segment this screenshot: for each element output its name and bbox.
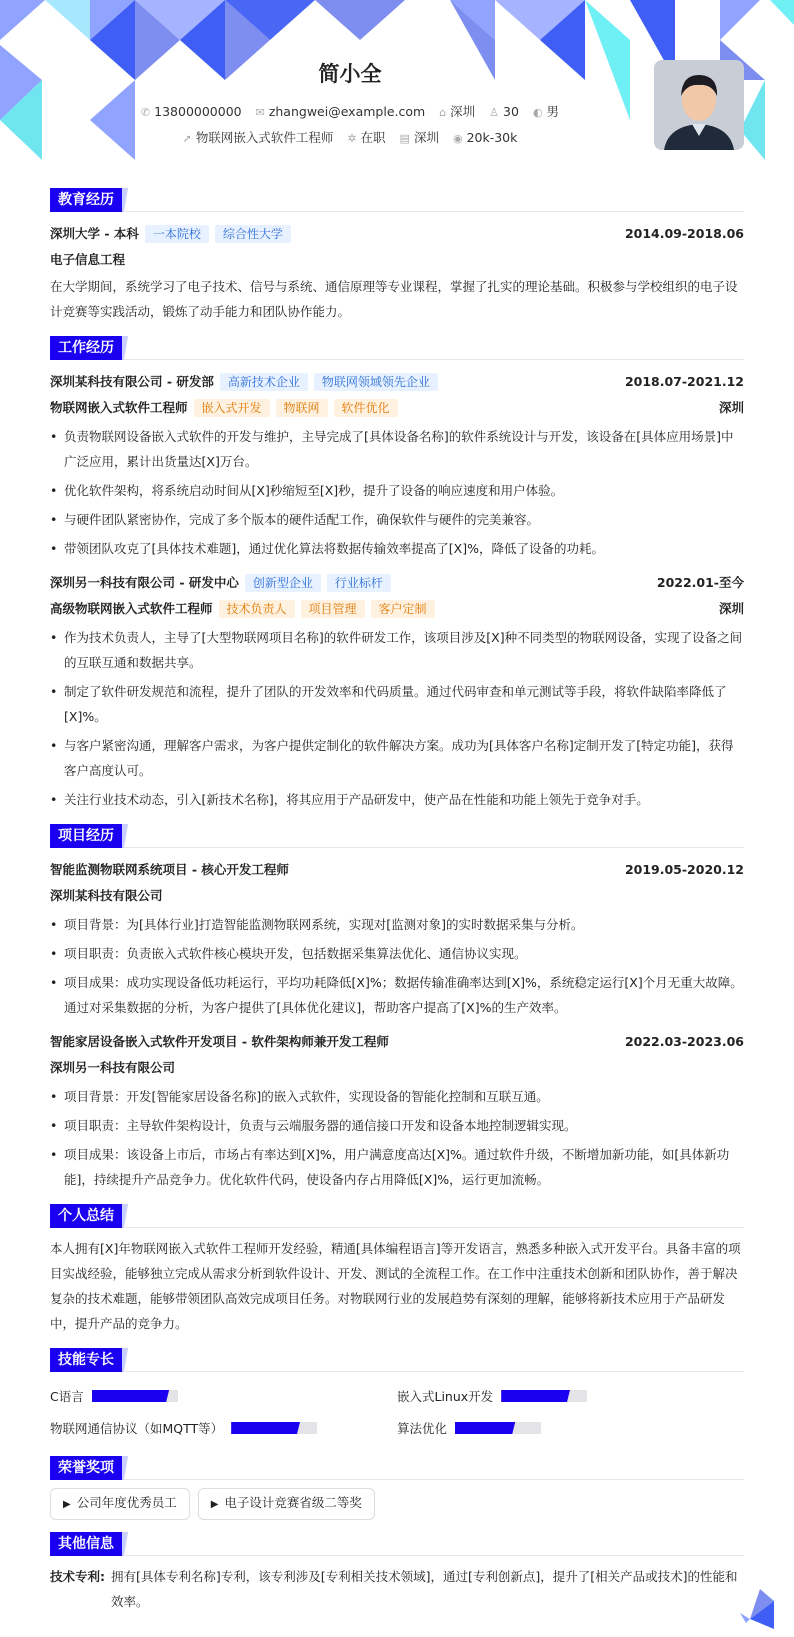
company-group — [50, 570, 391, 595]
project-company-row — [50, 882, 744, 908]
phone: 13800000000 — [154, 104, 242, 119]
list-item: • 负责物联网设备嵌入式软件的开发与维护，主导完成了[具体设备名称]的软件系统设计与开发，该设备在[具体应用场景]中广泛应用，累计出货量达[X]万台。 — [50, 424, 744, 474]
date: 2018.07-2021.12 — [624, 373, 744, 389]
section-education — [50, 188, 744, 212]
summary-text: 本人拥有[X]年物联网嵌入式软件工程师开发经验，精通[具体编程语言]等开发语言，熟悉多种嵌入式开发平台。具备丰富的项目实战经验，能够独立完成从需求分析到软件设计、开发、测试的全流程工作。在工作中注重技术创新和团队协作，善于解决复杂的技术难题，能够带领团队高效完成项目任务。对物联网行业的发展趋势有深刻的理解，能够将新技术应用于产品研发中，提升产品的竞争力。 — [50, 1241, 741, 1331]
work-city: 深圳 — [718, 600, 744, 616]
work-city: 深圳 — [718, 399, 744, 415]
tag: 物联网领域领先企业 — [314, 373, 438, 391]
triangle-right-icon: ▶ — [210, 1499, 219, 1510]
role: 物联网嵌入式软件工程师 — [50, 399, 188, 415]
job-intent-row — [0, 128, 700, 146]
section-awards — [50, 1456, 744, 1480]
list-item: • 项目背景：开发[智能家居设备名称]的嵌入式软件，实现设备的智能化控制和互联互通。 — [50, 1084, 744, 1109]
project-row — [50, 856, 744, 882]
major: 电子信息工程 — [50, 251, 126, 267]
section-skills — [50, 1348, 744, 1372]
project-row — [50, 1028, 744, 1054]
skill-level-fill — [231, 1422, 300, 1434]
tag: 行业标杆 — [327, 574, 391, 592]
award-label: 公司年度优秀员工 — [76, 1495, 177, 1510]
company: 深圳另一科技有限公司 - 研发中心 — [50, 574, 239, 590]
role-group — [50, 596, 435, 621]
section-work — [50, 336, 744, 360]
bullet-list — [50, 912, 744, 1020]
role-group — [50, 395, 398, 420]
list-item: • 优化软件架构，将系统启动时间从[X]秒缩短至[X]秒，提升了设备的响应速度和用户体验。 — [50, 478, 744, 503]
skill-tag: 项目管理 — [301, 600, 365, 618]
skill-level-fill — [501, 1390, 570, 1402]
company-row — [50, 569, 744, 595]
skill-tag: 嵌入式开发 — [194, 399, 270, 417]
avatar — [654, 60, 744, 150]
age: 30 — [503, 104, 519, 119]
other-text: 拥有[具体专利名称]专利，该专利涉及[专利相关技术领域]，通过[专利创新点]，提升了[相关产品或技术]的性能和效率。 — [111, 1569, 738, 1609]
send-icon: ➚ — [182, 132, 192, 145]
section-title: 其他信息 — [50, 1532, 122, 1556]
skill-item — [397, 1412, 744, 1444]
email[interactable]: zhangwei@example.com — [268, 104, 426, 119]
tag: 一本院校 — [145, 225, 209, 243]
skill-item — [397, 1380, 744, 1412]
skill-tag: 客户定制 — [371, 600, 435, 618]
skill-name: 算法优化 — [397, 1420, 448, 1436]
role-row — [50, 595, 744, 621]
skill-level-bar — [231, 1422, 317, 1434]
skill-tag: 技术负责人 — [219, 600, 295, 618]
role-row — [50, 394, 744, 420]
cake-icon: ♙ — [489, 106, 500, 119]
skill-name: C语言 — [50, 1388, 84, 1404]
award-label: 电子设计竞赛省级二等奖 — [224, 1495, 362, 1510]
list-item: • 作为技术负责人，主导了[大型物联网项目名称]的软件研发工作，该项目涉及[X]种不同类型的物联网设备，实现了设备之间的互联互通和数据共享。 — [50, 625, 744, 675]
section-title: 技能专长 — [50, 1348, 122, 1372]
section-summary — [50, 1204, 744, 1228]
status-icon: ✲ — [347, 132, 357, 145]
gender-icon: ◐ — [532, 106, 543, 119]
date: 2022.03-2023.06 — [624, 1033, 744, 1049]
tag: 创新型企业 — [245, 574, 321, 592]
date: 2019.05-2020.12 — [624, 861, 744, 877]
skill-tag: 软件优化 — [334, 399, 398, 417]
resume-header — [0, 0, 794, 176]
tag: 综合性大学 — [215, 225, 291, 243]
bullet-list — [50, 1084, 744, 1192]
salary: 20k-30k — [466, 130, 518, 145]
list-item: • 与客户紧密沟通，理解客户需求，为客户提供定制化的软件解决方案。成功为[具体客户名称]定制开发了[特定功能]，获得客户高度认可。 — [50, 733, 744, 783]
section-other — [50, 1532, 744, 1556]
candidate-name: 简小全 — [318, 62, 382, 86]
company-group — [50, 369, 438, 394]
project-name: 智能家居设备嵌入式软件开发项目 - 软件架构师兼开发工程师 — [50, 1033, 389, 1049]
list-item: • 项目职责：主导软件架构设计，负责与云端服务器的通信接口开发和设备本地控制逻辑实现。 — [50, 1113, 744, 1138]
job-status: 在职 — [360, 130, 386, 145]
school: 深圳大学 - 本科 — [50, 225, 139, 241]
skill-item — [50, 1380, 397, 1412]
award-item — [50, 1488, 190, 1520]
target-city: 深圳 — [413, 130, 439, 145]
mail-icon: ✉ — [255, 106, 265, 119]
skill-level-fill — [92, 1390, 169, 1402]
home-icon: ⌂ — [439, 106, 447, 119]
project-company-row — [50, 1054, 744, 1080]
date: 2022.01-至今 — [656, 574, 744, 590]
list-item: • 与硬件团队紧密协作，完成了多个版本的硬件适配工作，确保软件与硬件的完美兼容。 — [50, 507, 744, 532]
project-company: 深圳某科技有限公司 — [50, 887, 163, 903]
section-title: 教育经历 — [50, 188, 122, 212]
job-title: 物联网嵌入式软件工程师 — [195, 130, 334, 145]
corner-decoration-icon — [740, 1589, 774, 1629]
skill-level-bar — [92, 1390, 178, 1402]
tag: 高新技术企业 — [220, 373, 308, 391]
skill-level-bar — [455, 1422, 541, 1434]
list-item: • 项目成果：成功实现设备低功耗运行，平均功耗降低[X]%；数据传输准确率达到[X]%，系统稳定运行[X]个月无重大故障。通过对采集数据的分析，为客户提供了[具体优化建议]，帮助客户提高了[X]%的生产效率。 — [50, 970, 744, 1020]
salary-icon: ◉ — [452, 132, 463, 145]
project-company: 深圳另一科技有限公司 — [50, 1059, 176, 1075]
award-item — [198, 1488, 375, 1520]
role: 高级物联网嵌入式软件工程师 — [50, 600, 213, 616]
section-title: 个人总结 — [50, 1204, 122, 1228]
resume-body — [50, 188, 744, 1614]
company-row — [50, 368, 744, 394]
triangle-right-icon: ▶ — [63, 1499, 71, 1510]
skill-name: 嵌入式Linux开发 — [397, 1388, 494, 1404]
list-item: • 项目背景：为[具体行业]打造智能监测物联网系统，实现对[监测对象]的实时数据采集与分析。 — [50, 912, 744, 937]
phone-icon: ✆ — [140, 106, 151, 119]
company: 深圳某科技有限公司 - 研发部 — [50, 373, 214, 389]
section-projects — [50, 824, 744, 848]
list-item: • 制定了软件研发规范和流程，提升了团队的开发效率和代码质量。通过代码审查和单元测试等手段，将软件缺陷率降低了[X]%。 — [50, 679, 744, 729]
list-item: • 项目职责：负责嵌入式软件核心模块开发，包括数据采集算法优化、通信协议实现。 — [50, 941, 744, 966]
other-label: 技术专利: — [50, 1569, 105, 1584]
bullet-list — [50, 625, 744, 812]
section-title: 工作经历 — [50, 336, 122, 360]
gender: 男 — [546, 104, 560, 119]
skill-level-bar — [501, 1390, 587, 1402]
education-desc: 在大学期间，系统学习了电子技术、信号与系统、通信原理等专业课程，掌握了扎实的理论基础。积极参与学校组织的电子设计竞赛等实践活动，锻炼了动手能力和团队协作能力。 — [50, 279, 738, 319]
section-title: 荣誉奖项 — [50, 1456, 122, 1480]
project-name: 智能监测物联网系统项目 - 核心开发工程师 — [50, 861, 289, 877]
bullet-list — [50, 424, 744, 561]
date: 2014.09-2018.06 — [624, 225, 744, 241]
section-title: 项目经历 — [50, 824, 122, 848]
list-item: • 项目成果：该设备上市后，市场占有率达到[X]%，用户满意度高达[X]%。通过软件升级，不断增加新功能，如[具体新功能]，持续提升产品竞争力。优化软件代码，使设备内存占用降低[X]%，运行更加流畅。 — [50, 1142, 744, 1192]
city: 深圳 — [450, 104, 476, 119]
list-item: • 带领团队攻克了[具体技术难题]，通过优化算法将数据传输效率提高了[X]%，降低了设备的功耗。 — [50, 536, 744, 561]
skill-tag: 物联网 — [276, 399, 328, 417]
building-icon: ▤ — [399, 132, 410, 145]
contact-row — [0, 102, 700, 120]
skill-name: 物联网通信协议（如MQTT等） — [50, 1420, 224, 1436]
list-item: • 关注行业技术动态，引入[新技术名称]，将其应用于产品研发中，使产品在性能和功能上领先于竞争对手。 — [50, 787, 744, 812]
skill-item — [50, 1412, 397, 1444]
skill-level-fill — [455, 1422, 515, 1434]
